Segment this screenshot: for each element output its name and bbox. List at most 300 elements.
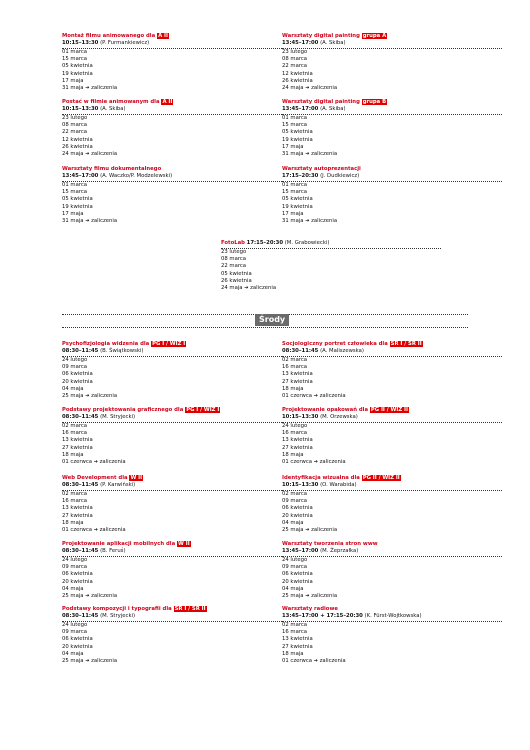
arrow-right-icon: ➔ xyxy=(93,527,98,534)
date-text: 17 maja xyxy=(62,210,84,217)
date-item xyxy=(62,505,282,512)
date-text: 27 kwietnia xyxy=(282,378,313,385)
date-text: 19 kwietnia xyxy=(62,203,93,210)
course-time: 13:45–17:00 + 17:15–20:30 xyxy=(282,613,363,619)
date-item xyxy=(282,513,502,520)
date-item xyxy=(282,579,502,586)
course-teacher: (O. Warabida) xyxy=(320,482,357,488)
date-text: 06 kwietnia xyxy=(282,571,313,578)
date-item xyxy=(62,218,282,225)
date-item xyxy=(62,423,282,430)
date-item xyxy=(282,115,502,122)
course-block xyxy=(282,606,502,665)
date-text: 06 kwietnia xyxy=(62,636,93,643)
date-text: 22 marca xyxy=(62,129,88,136)
date-text: 05 kwietnia xyxy=(282,129,313,136)
course-block xyxy=(62,475,282,534)
date-text: 09 marca xyxy=(62,629,88,636)
course-title: FotoLab xyxy=(221,240,245,246)
date-text: 15 marca xyxy=(282,189,308,196)
date-text: 01 marca xyxy=(62,182,88,188)
date-text: 01 czerwca xyxy=(282,393,313,400)
course-time: 08:30–11:45 xyxy=(62,414,99,420)
date-item xyxy=(282,651,502,658)
date-text: 17 maja xyxy=(282,210,304,217)
date-item xyxy=(62,593,282,600)
course-title-row xyxy=(62,407,282,414)
date-text: 01 marca xyxy=(62,49,88,55)
arrow-right-icon: ➔ xyxy=(305,218,310,225)
course-block xyxy=(282,33,502,92)
date-item xyxy=(282,593,502,600)
date-item xyxy=(62,85,282,92)
group-badge: PG I / WIZ I xyxy=(186,407,220,413)
date-item xyxy=(282,357,502,364)
date-text: 15 marca xyxy=(282,122,308,129)
date-text: 05 kwietnia xyxy=(221,270,252,277)
final-label: zaliczenia xyxy=(91,393,118,400)
course-teacher: (A. Waczko/P. Modzelewski) xyxy=(100,173,173,179)
group-badge: grupa B xyxy=(362,99,387,105)
group-badge: PG II / WIZ II xyxy=(362,475,400,481)
date-text: 26 kwietnia xyxy=(221,277,252,284)
date-text: 24 lutego xyxy=(62,357,88,363)
course-time: 13:45–17:00 xyxy=(282,106,319,112)
date-item xyxy=(282,505,502,512)
date-item xyxy=(282,527,502,534)
date-text: 15 marca xyxy=(62,189,88,196)
arrow-right-icon: ➔ xyxy=(244,285,249,292)
date-item xyxy=(62,557,282,564)
date-item xyxy=(62,586,282,593)
course-title: Postać w filmie animowanym dla xyxy=(62,99,160,105)
date-item xyxy=(282,182,502,189)
group-badge: W II xyxy=(178,541,190,547)
date-text: 09 marca xyxy=(62,564,88,571)
course-time: 08:30–11:45 xyxy=(62,613,99,619)
date-item xyxy=(62,393,282,400)
date-text: 13 kwietnia xyxy=(282,371,313,378)
course-teacher: (P. Furmankiewicz) xyxy=(100,40,150,46)
date-text: 25 maja xyxy=(282,593,304,600)
course-title: Web Development dla xyxy=(62,475,128,481)
date-text: 04 maja xyxy=(282,519,304,526)
course-time: 17:15–20:30 xyxy=(282,173,319,179)
course-block xyxy=(62,99,282,158)
date-text: 22 marca xyxy=(221,263,247,270)
date-text: 18 maja xyxy=(62,451,84,458)
date-text: 01 czerwca xyxy=(62,459,93,466)
date-text: 24 maja xyxy=(282,85,304,92)
course-title: Psychofizjologia widzenia dla xyxy=(62,341,150,347)
arrow-right-icon: ➔ xyxy=(313,393,318,400)
group-badge: SR I / SR II xyxy=(174,606,206,612)
date-item xyxy=(282,189,502,196)
course-title-row xyxy=(62,33,282,40)
course-time: 13:45–17:00 xyxy=(282,40,319,46)
date-text: 08 marca xyxy=(221,256,247,263)
date-text: 23 lutego xyxy=(62,115,88,121)
course-time-row xyxy=(62,173,282,180)
date-text: 24 maja xyxy=(221,285,243,292)
date-item xyxy=(62,498,282,505)
date-text: 05 kwietnia xyxy=(62,63,93,70)
course-time: 10:15–13:30 xyxy=(282,414,319,420)
course-title-row xyxy=(282,33,502,40)
course-teacher: (M. Orzewska) xyxy=(320,414,358,420)
course-time-row xyxy=(282,613,502,620)
date-text: 18 maja xyxy=(282,650,304,657)
course-teacher: (M. Stryjecki) xyxy=(100,414,136,420)
date-text: 23 lutego xyxy=(282,49,308,55)
course-block xyxy=(282,341,502,400)
date-text: 19 kwietnia xyxy=(62,70,93,77)
date-text: 01 czerwca xyxy=(282,658,313,665)
date-text: 24 lutego xyxy=(282,557,308,563)
group-badge: PG II / WIZ II xyxy=(370,407,408,413)
date-item xyxy=(62,182,282,189)
course-title: Projektowanie aplikacji mobilnych dla xyxy=(62,541,176,547)
course-title: Warsztaty tworzenia stron www xyxy=(282,541,378,547)
date-text: 02 marca xyxy=(62,491,88,497)
course-time-row xyxy=(282,40,502,47)
date-item xyxy=(62,386,282,393)
course-teacher: (B. Feruś) xyxy=(100,548,126,554)
date-text: 08 marca xyxy=(282,56,308,63)
date-text: 20 kwietnia xyxy=(282,512,313,519)
course-header xyxy=(221,240,441,247)
course-title-row xyxy=(282,407,502,414)
date-text: 27 kwietnia xyxy=(282,444,313,451)
date-text: 05 kwietnia xyxy=(62,196,93,203)
date-text: 23 lutego xyxy=(221,249,247,255)
date-item xyxy=(282,393,502,400)
course-time: 08:30–11:45 xyxy=(62,548,99,554)
date-item xyxy=(221,271,441,278)
date-item xyxy=(62,71,282,78)
arrow-right-icon: ➔ xyxy=(85,658,90,665)
date-text: 09 marca xyxy=(282,498,308,505)
course-title: Warsztaty radiowe xyxy=(282,606,338,612)
date-item xyxy=(62,644,282,651)
course-title-row xyxy=(62,541,282,548)
arrow-right-icon: ➔ xyxy=(305,85,310,92)
date-item xyxy=(282,459,502,466)
course-title: Identyfikacja wizualna dla xyxy=(282,475,360,481)
arrow-right-icon: ➔ xyxy=(305,527,310,534)
course-teacher: (J. Dudkiewicz) xyxy=(320,173,360,179)
date-text: 04 maja xyxy=(62,385,84,392)
course-title-row xyxy=(282,541,502,548)
course-teacher: (B. Świątkowski) xyxy=(100,348,144,354)
date-item xyxy=(282,151,502,158)
arrow-right-icon: ➔ xyxy=(85,218,90,225)
arrow-right-icon: ➔ xyxy=(85,593,90,600)
course-teacher: (P. Karwiński) xyxy=(100,482,136,488)
course-block xyxy=(62,166,282,225)
course-block xyxy=(221,240,441,292)
course-teacher: (A. Skiba) xyxy=(320,40,346,46)
date-item xyxy=(62,658,282,665)
final-label: zaliczenia xyxy=(91,593,118,600)
final-label: zaliczenia xyxy=(99,527,126,534)
date-item xyxy=(62,364,282,371)
date-item xyxy=(221,278,441,285)
date-item xyxy=(62,204,282,211)
course-time: 10:15–13:30 xyxy=(62,106,99,112)
course-teacher: (M. Żeprzałka) xyxy=(320,548,359,554)
date-text: 02 marca xyxy=(282,622,308,628)
course-title: Warsztaty filmu dokumentalnego xyxy=(62,166,162,172)
date-text: 31 maja xyxy=(282,218,304,225)
date-text: 16 marca xyxy=(62,430,88,437)
date-item xyxy=(282,636,502,643)
course-teacher: (A. Skiba) xyxy=(320,106,346,112)
course-time-row xyxy=(282,173,502,180)
date-item xyxy=(282,137,502,144)
date-item xyxy=(282,586,502,593)
date-text: 04 maja xyxy=(62,650,84,657)
group-badge: grupa A xyxy=(362,33,387,39)
course-title-row xyxy=(282,606,502,613)
course-time: 13:45–17:00 xyxy=(62,173,99,179)
date-text: 26 kwietnia xyxy=(62,143,93,150)
course-title-row xyxy=(62,606,282,613)
course-block xyxy=(282,541,502,600)
course-teacher: (M. Grabowiecki) xyxy=(284,240,330,246)
date-text: 08 marca xyxy=(62,122,88,129)
date-item xyxy=(62,629,282,636)
date-item xyxy=(62,196,282,203)
date-item xyxy=(282,71,502,78)
date-text: 18 maja xyxy=(62,519,84,526)
date-text: 20 kwietnia xyxy=(62,643,93,650)
date-text: 01 czerwca xyxy=(282,459,313,466)
date-text: 20 kwietnia xyxy=(62,578,93,585)
date-text: 17 maja xyxy=(282,143,304,150)
course-time: 10:15–13:30 xyxy=(282,482,319,488)
date-item xyxy=(62,564,282,571)
date-item xyxy=(282,644,502,651)
course-teacher: (A. Skiba) xyxy=(100,106,126,112)
course-time: 10:15–13:30 xyxy=(62,40,99,46)
arrow-right-icon: ➔ xyxy=(85,151,90,158)
date-item xyxy=(282,85,502,92)
arrow-right-icon: ➔ xyxy=(313,459,318,466)
final-label: zaliczenia xyxy=(250,285,277,292)
divider-line xyxy=(62,327,468,328)
course-title-row xyxy=(282,166,502,173)
date-text: 06 kwietnia xyxy=(62,571,93,578)
date-item xyxy=(282,658,502,665)
arrow-right-icon: ➔ xyxy=(305,593,310,600)
course-block xyxy=(62,407,282,466)
date-item xyxy=(62,579,282,586)
date-item xyxy=(282,622,502,629)
date-text: 31 maja xyxy=(62,218,84,225)
date-text: 04 maja xyxy=(282,585,304,592)
date-text: 18 maja xyxy=(282,385,304,392)
date-text: 06 kwietnia xyxy=(282,505,313,512)
date-item xyxy=(282,423,502,430)
final-label: zaliczenia xyxy=(319,393,346,400)
date-text: 19 kwietnia xyxy=(282,203,313,210)
date-item xyxy=(62,491,282,498)
final-label: zaliczenia xyxy=(91,85,118,92)
date-text: 04 maja xyxy=(62,585,84,592)
date-item xyxy=(282,430,502,437)
course-title: Projektowanie opakowań dla xyxy=(282,407,369,413)
date-item xyxy=(282,564,502,571)
final-label: zaliczenia xyxy=(311,593,338,600)
course-time-row xyxy=(62,348,282,355)
date-item xyxy=(62,513,282,520)
course-teacher: (M. Stryjecki) xyxy=(100,613,136,619)
date-item xyxy=(62,63,282,70)
final-label: zaliczenia xyxy=(311,527,338,534)
date-item xyxy=(282,129,502,136)
date-text: 06 kwietnia xyxy=(62,371,93,378)
final-label: zaliczenia xyxy=(319,459,346,466)
arrow-right-icon: ➔ xyxy=(93,459,98,466)
date-text: 16 marca xyxy=(62,498,88,505)
date-text: 24 lutego xyxy=(282,423,308,429)
date-item xyxy=(62,357,282,364)
course-block xyxy=(282,99,502,158)
final-label: zaliczenia xyxy=(99,459,126,466)
final-label: zaliczenia xyxy=(319,658,346,665)
date-text: 20 kwietnia xyxy=(282,578,313,585)
course-block xyxy=(62,341,282,400)
course-time-row xyxy=(62,40,282,47)
course-block xyxy=(282,407,502,466)
date-item xyxy=(282,379,502,386)
date-text: 19 kwietnia xyxy=(282,136,313,143)
date-item xyxy=(62,379,282,386)
course-title-row xyxy=(62,475,282,482)
course-title: Montaż filmu animowanego dla xyxy=(62,33,156,39)
date-item xyxy=(282,204,502,211)
date-item xyxy=(62,636,282,643)
course-title-row xyxy=(62,166,282,173)
date-item xyxy=(221,256,441,263)
date-item xyxy=(62,571,282,578)
date-item xyxy=(282,56,502,63)
course-block xyxy=(282,475,502,534)
date-text: 27 kwietnia xyxy=(62,444,93,451)
date-text: 18 maja xyxy=(282,451,304,458)
course-time-row xyxy=(282,348,502,355)
course-teacher: (K. Fürst-Wojtkowska) xyxy=(364,613,422,619)
group-badge: A II xyxy=(158,33,168,39)
final-label: zaliczenia xyxy=(311,85,338,92)
date-text: 13 kwietnia xyxy=(282,437,313,444)
date-item xyxy=(62,622,282,629)
final-label: zaliczenia xyxy=(91,218,118,225)
course-title: Warsztaty digital painting xyxy=(282,99,360,105)
date-text: 24 lutego xyxy=(62,557,88,563)
date-item xyxy=(282,364,502,371)
date-item xyxy=(62,122,282,129)
date-item xyxy=(62,371,282,378)
date-item xyxy=(221,285,441,292)
date-item xyxy=(282,520,502,527)
date-item xyxy=(62,520,282,527)
course-time: 08:30–11:45 xyxy=(62,482,99,488)
date-item xyxy=(282,122,502,129)
date-text: 13 kwietnia xyxy=(62,505,93,512)
date-item xyxy=(62,211,282,218)
date-text: 01 marca xyxy=(282,182,308,188)
date-text: 15 marca xyxy=(62,56,88,63)
group-badge: SR I / SR II xyxy=(390,341,422,347)
group-badge: A II xyxy=(162,99,173,105)
course-time: 08:30–11:45 xyxy=(282,348,319,354)
date-text: 01 czerwca xyxy=(62,527,93,534)
date-item xyxy=(62,115,282,122)
date-item xyxy=(62,49,282,56)
date-text: 12 kwietnia xyxy=(62,136,93,143)
date-text: 22 marca xyxy=(282,63,308,70)
date-text: 09 marca xyxy=(282,564,308,571)
date-item xyxy=(62,527,282,534)
date-item xyxy=(282,452,502,459)
course-time: 08:30–11:45 xyxy=(62,348,99,354)
date-text: 13 kwietnia xyxy=(62,437,93,444)
course-title: Podstawy projektowania graficznego dla xyxy=(62,407,184,413)
date-item xyxy=(62,78,282,85)
course-title-row xyxy=(62,99,282,106)
final-label: zaliczenia xyxy=(91,658,118,665)
date-item xyxy=(282,557,502,564)
course-title: Warsztaty digital painting xyxy=(282,33,360,39)
date-text: 20 kwietnia xyxy=(62,378,93,385)
arrow-right-icon: ➔ xyxy=(85,85,90,92)
final-label: zaliczenia xyxy=(311,218,338,225)
course-title-row xyxy=(282,475,502,482)
date-text: 31 maja xyxy=(282,151,304,158)
date-item xyxy=(62,144,282,151)
date-text: 09 marca xyxy=(62,364,88,371)
date-text: 05 kwietnia xyxy=(282,196,313,203)
arrow-right-icon: ➔ xyxy=(305,151,310,158)
date-item xyxy=(282,629,502,636)
course-title-row xyxy=(62,341,282,348)
course-block xyxy=(62,606,282,665)
date-text: 26 kwietnia xyxy=(282,77,313,84)
course-title-row xyxy=(282,341,502,348)
course-title: Podstawy kompozycji i typografii dla xyxy=(62,606,172,612)
date-text: 27 kwietnia xyxy=(282,643,313,650)
date-text: 01 marca xyxy=(282,115,308,121)
course-time-row xyxy=(62,613,282,620)
course-time-row xyxy=(282,414,502,421)
course-time-row xyxy=(62,482,282,489)
date-text: 24 maja xyxy=(62,151,84,158)
date-text: 02 marca xyxy=(62,423,88,429)
date-item xyxy=(62,151,282,158)
date-item xyxy=(282,498,502,505)
date-text: 25 maja xyxy=(62,593,84,600)
course-time-row xyxy=(282,106,502,113)
date-item xyxy=(282,371,502,378)
date-text: 16 marca xyxy=(282,430,308,437)
date-item xyxy=(282,144,502,151)
date-item xyxy=(282,218,502,225)
date-item xyxy=(221,263,441,270)
date-item xyxy=(282,49,502,56)
date-item xyxy=(282,571,502,578)
